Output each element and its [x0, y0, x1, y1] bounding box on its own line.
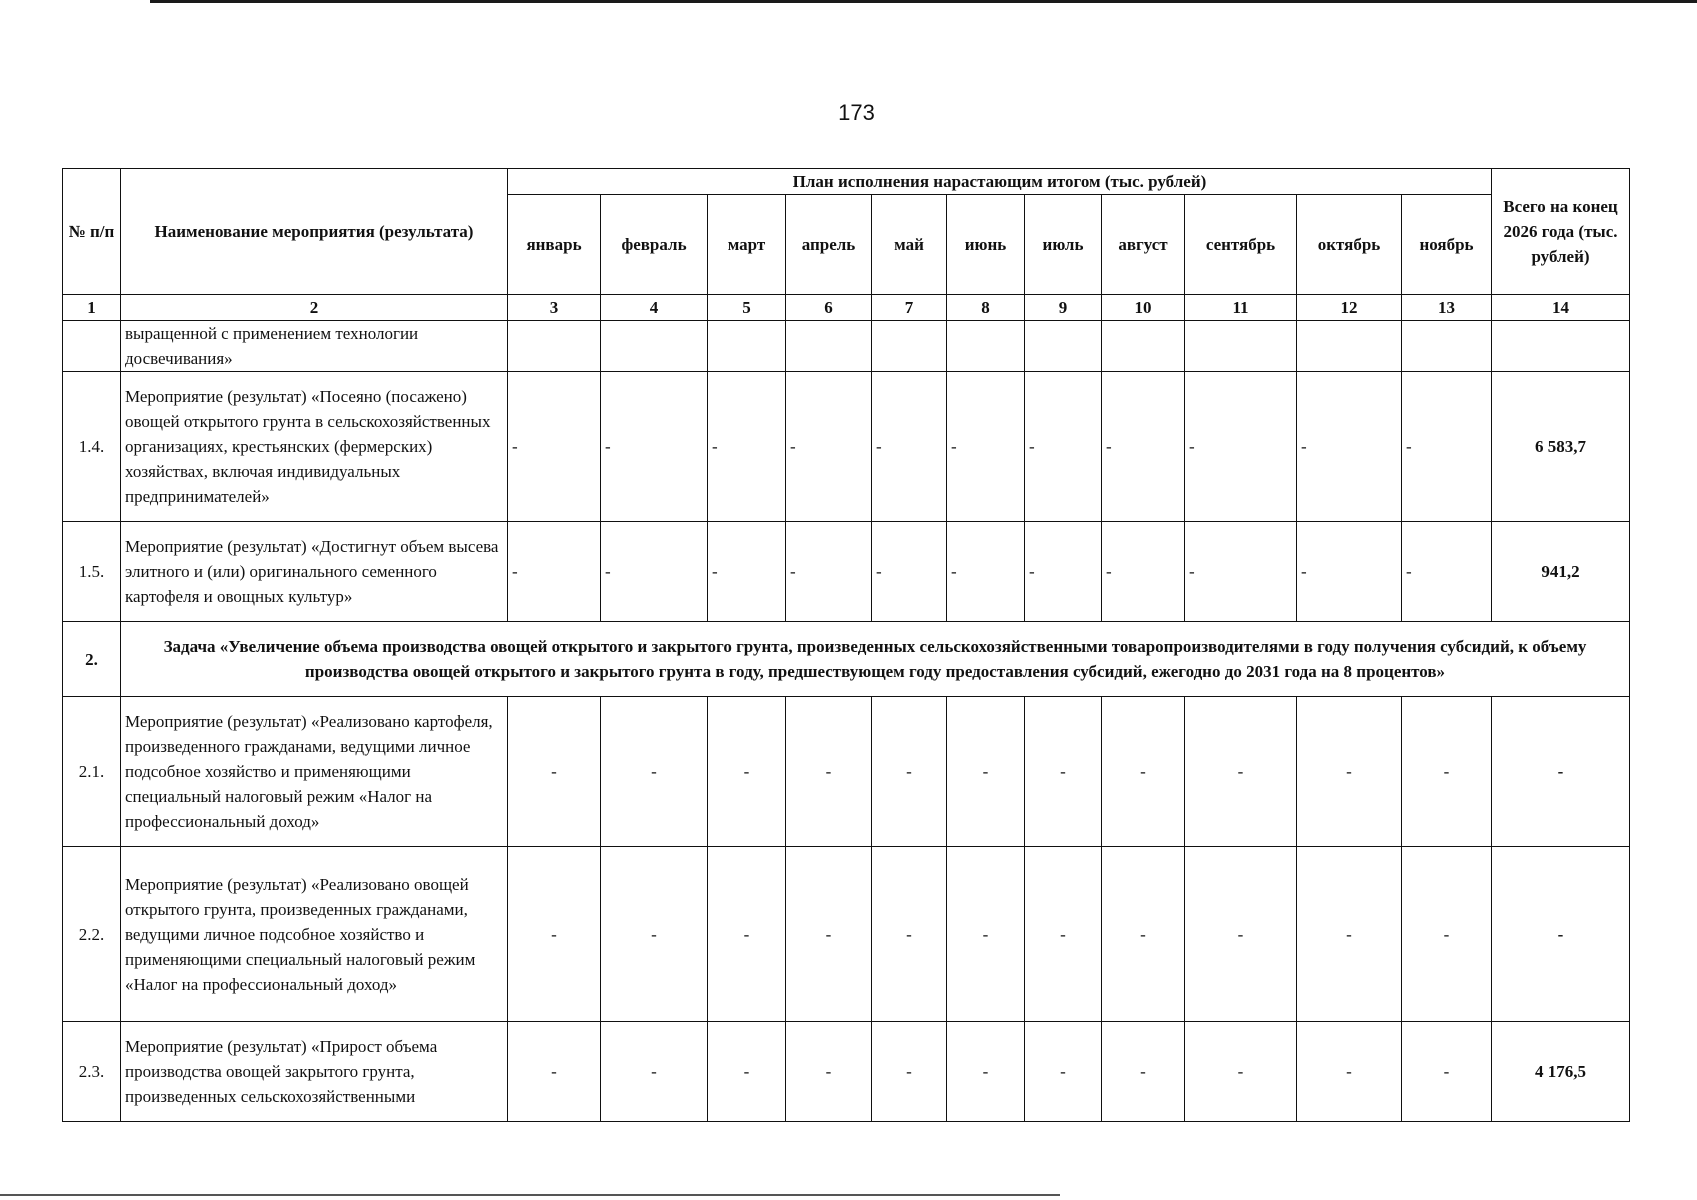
column-number: 7 — [872, 295, 947, 321]
row-name: Мероприятие (результат) «Посеяно (посажено) овощей открытого грунта в сельскохозяйственных организациях, крестьянских (фермерских) хозяйствах, включая индивидуальных предпринимателей» — [121, 372, 508, 522]
month-value: - — [1297, 522, 1402, 622]
row-name: Мероприятие (результат) «Реализовано картофеля, произведенного гражданами, ведущими личное подсобное хозяйство и применяющими специальный налоговый режим «Налог на профессиональный доход» — [121, 697, 508, 847]
row-total: 941,2 — [1492, 522, 1630, 622]
month-value: - — [708, 1022, 786, 1122]
month-value: - — [1185, 522, 1297, 622]
month-value: - — [708, 522, 786, 622]
month-value — [601, 321, 708, 372]
header-month: январь — [508, 195, 601, 295]
month-value: - — [508, 697, 601, 847]
table-row — [63, 697, 1630, 847]
month-value: - — [947, 1022, 1025, 1122]
page-number: 173 — [838, 100, 875, 125]
column-number: 3 — [508, 295, 601, 321]
month-value — [1402, 321, 1492, 372]
table-row — [63, 372, 1630, 522]
month-value: - — [1297, 697, 1402, 847]
row-total: - — [1492, 847, 1630, 1022]
header-month: июнь — [947, 195, 1025, 295]
month-value: - — [872, 372, 947, 522]
task-number: 2. — [63, 622, 121, 697]
table-row — [63, 522, 1630, 622]
month-value: - — [872, 847, 947, 1022]
row-number: 2.3. — [63, 1022, 121, 1122]
header-month: август — [1102, 195, 1185, 295]
header-month: февраль — [601, 195, 708, 295]
month-value: - — [1297, 372, 1402, 522]
row-name: Мероприятие (результат) «Реализовано овощей открытого грунта, произведенных гражданами, ведущими личное подсобное хозяйство и применяющими специальный налоговый режим «Налог на профессиональный доход» — [121, 847, 508, 1022]
month-value: - — [601, 1022, 708, 1122]
month-value — [872, 321, 947, 372]
month-value: - — [947, 697, 1025, 847]
header-month: апрель — [786, 195, 872, 295]
month-value — [1185, 321, 1297, 372]
row-number: 1.5. — [63, 522, 121, 622]
month-value: - — [1025, 1022, 1102, 1122]
month-value: - — [1185, 697, 1297, 847]
month-value: - — [1025, 372, 1102, 522]
month-value: - — [708, 697, 786, 847]
month-value — [508, 321, 601, 372]
header-month: март — [708, 195, 786, 295]
month-value: - — [786, 1022, 872, 1122]
month-value: - — [601, 847, 708, 1022]
table-row — [63, 847, 1630, 1022]
month-value: - — [872, 1022, 947, 1122]
month-value: - — [1402, 847, 1492, 1022]
month-value: - — [1102, 1022, 1185, 1122]
month-value: - — [1102, 697, 1185, 847]
month-value: - — [1297, 1022, 1402, 1122]
month-value: - — [601, 372, 708, 522]
month-value: - — [1185, 372, 1297, 522]
month-value — [786, 321, 872, 372]
header-month: сентябрь — [1185, 195, 1297, 295]
row-total: - — [1492, 697, 1630, 847]
column-number: 9 — [1025, 295, 1102, 321]
column-number: 1 — [63, 295, 121, 321]
task-text: Задача «Увеличение объема производства овощей открытого и закрытого грунта, произведенных сельскохозяйственными товаропроизводителями в году получения субсидий, к объему производства овощей открытого и закрытого грунта в году, предшествующем году предоставления субсидий, ежегодно до 2031 года на 8 процентов» — [121, 622, 1630, 697]
month-value: - — [1102, 372, 1185, 522]
header-total: Всего на конец 2026 года (тыс. рублей) — [1492, 169, 1630, 295]
column-number: 8 — [947, 295, 1025, 321]
row-number — [63, 321, 121, 372]
row-total: 4 176,5 — [1492, 1022, 1630, 1122]
month-value: - — [1402, 697, 1492, 847]
month-value: - — [1025, 522, 1102, 622]
month-value: - — [508, 372, 601, 522]
month-value: - — [1402, 372, 1492, 522]
month-value: - — [1402, 522, 1492, 622]
month-value: - — [708, 372, 786, 522]
month-value: - — [1185, 1022, 1297, 1122]
month-value: - — [786, 847, 872, 1022]
column-number: 4 — [601, 295, 708, 321]
month-value — [1102, 321, 1185, 372]
header-month: май — [872, 195, 947, 295]
month-value: - — [947, 372, 1025, 522]
scan-edge-bottom — [0, 1194, 1060, 1196]
row-total — [1492, 321, 1630, 372]
row-name: выращенной с применением технологии досвечивания» — [121, 321, 508, 372]
column-number: 2 — [121, 295, 508, 321]
month-value: - — [947, 522, 1025, 622]
month-value: - — [708, 847, 786, 1022]
column-number: 14 — [1492, 295, 1630, 321]
scan-edge-top — [150, 0, 1697, 3]
row-name: Мероприятие (результат) «Достигнут объем высева элитного и (или) оригинального семенного картофеля и овощных культур» — [121, 522, 508, 622]
column-number: 12 — [1297, 295, 1402, 321]
month-value: - — [508, 1022, 601, 1122]
row-number: 1.4. — [63, 372, 121, 522]
month-value: - — [1025, 847, 1102, 1022]
month-value: - — [786, 522, 872, 622]
month-value: - — [601, 697, 708, 847]
month-value: - — [508, 522, 601, 622]
month-value — [947, 321, 1025, 372]
month-value: - — [786, 372, 872, 522]
column-number: 13 — [1402, 295, 1492, 321]
month-value: - — [1102, 522, 1185, 622]
column-number: 10 — [1102, 295, 1185, 321]
row-number: 2.2. — [63, 847, 121, 1022]
month-value: - — [1402, 1022, 1492, 1122]
table-row — [63, 1022, 1630, 1122]
row-number: 2.1. — [63, 697, 121, 847]
header-name: Наименование мероприятия (результата) — [121, 169, 508, 295]
header-month: ноябрь — [1402, 195, 1492, 295]
month-value: - — [601, 522, 708, 622]
month-value — [1025, 321, 1102, 372]
month-value: - — [508, 847, 601, 1022]
column-number: 6 — [786, 295, 872, 321]
month-value: - — [1102, 847, 1185, 1022]
header-num: № п/п — [63, 169, 121, 295]
column-number: 11 — [1185, 295, 1297, 321]
header-month: октябрь — [1297, 195, 1402, 295]
task-row — [63, 622, 1630, 697]
plan-table — [62, 168, 1630, 1122]
month-value: - — [872, 522, 947, 622]
header-plan: План исполнения нарастающим итогом (тыс. рублей) — [508, 169, 1492, 195]
header-month: июль — [1025, 195, 1102, 295]
month-value: - — [872, 697, 947, 847]
column-number: 5 — [708, 295, 786, 321]
month-value: - — [947, 847, 1025, 1022]
month-value: - — [786, 697, 872, 847]
month-value: - — [1025, 697, 1102, 847]
row-name: Мероприятие (результат) «Прирост объема производства овощей закрытого грунта, произведенных сельскохозяйственными — [121, 1022, 508, 1122]
table-row — [63, 321, 1630, 372]
month-value: - — [1185, 847, 1297, 1022]
month-value — [1297, 321, 1402, 372]
month-value: - — [1297, 847, 1402, 1022]
month-value — [708, 321, 786, 372]
row-total: 6 583,7 — [1492, 372, 1630, 522]
